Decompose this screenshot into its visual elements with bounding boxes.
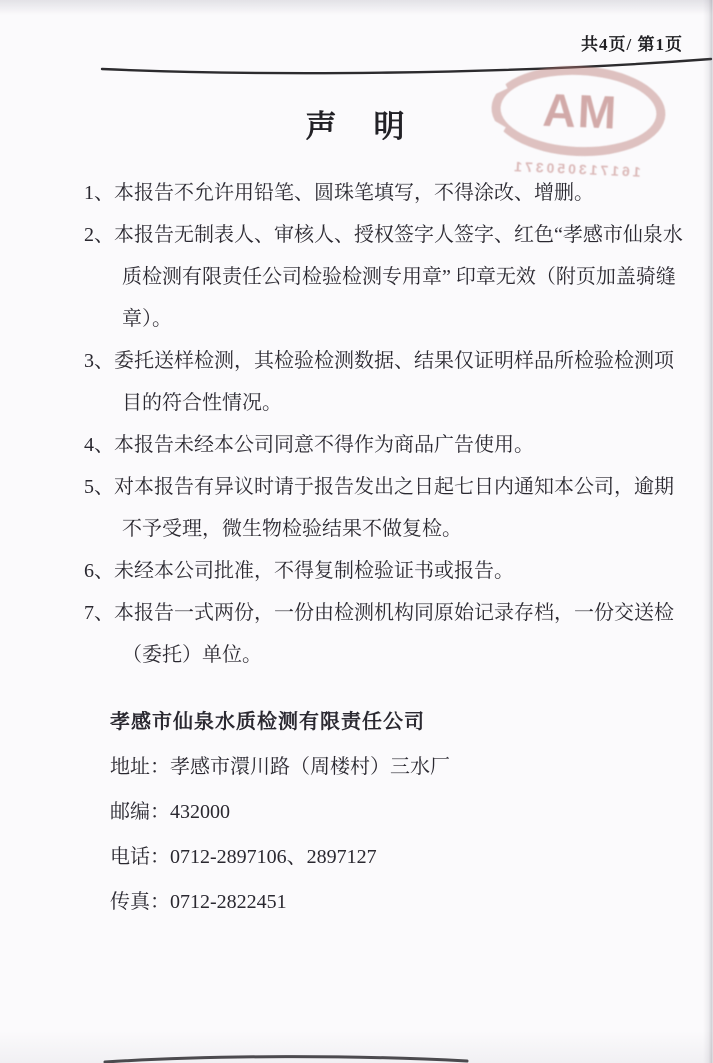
declaration-item-6: [84, 550, 686, 592]
item-number: 1、: [84, 182, 114, 204]
company-address: 地址：孝感市澴川路（周楼村）三水厂: [110, 756, 450, 778]
page-number-label: 共4页/ 第1页: [581, 35, 683, 54]
declaration-item-2: [84, 214, 686, 340]
item-text: 对本报告有异议时请于报告发出之日起七日内通知本公司，逾期不予受理，微生物检验结果不做复检。: [114, 476, 674, 540]
item-text: 本报告未经本公司同意不得作为商品广告使用。: [114, 434, 534, 456]
item-text: 本报告一式两份，一份由检测机构同原始记录存档，一份交送检（委托）单位。: [114, 602, 674, 666]
company-fax: 传真：0712-2822451: [110, 891, 287, 913]
item-text: 委托送样检测，其检验检测数据、结果仅证明样品所检验检测项目的符合性情况。: [114, 350, 674, 414]
stamp-ma-letters: MA: [539, 83, 618, 139]
company-info-block: [110, 700, 450, 925]
stamp-ring-gap: [487, 77, 507, 96]
declaration-list: [84, 172, 686, 676]
item-number: 3、: [84, 350, 114, 372]
item-number: 6、: [84, 560, 114, 582]
item-text: 本报告无制表人、审核人、授权签字人签字、红色“孝感市仙泉水质检测有限责任公司检验检测专用章” 印章无效（附页加盖骑缝章）。: [114, 224, 683, 330]
company-phone: 电话：0712-2897106、2897127: [110, 846, 377, 868]
declaration-item-7: [84, 592, 686, 676]
item-number: 5、: [84, 476, 114, 498]
declaration-item-1: [84, 172, 686, 214]
declaration-item-4: [84, 424, 686, 466]
stamp-certificate-number: 161713050371: [510, 158, 641, 180]
declaration-item-3: [84, 340, 686, 424]
paper-bottom-edge-shadow: [95, 1051, 475, 1063]
item-text: 本报告不允许用铅笔、圆珠笔填写，不得涂改、增删。: [114, 182, 594, 204]
company-name: 孝感市仙泉水质检测有限责任公司: [110, 711, 425, 733]
item-number: 2、: [84, 224, 114, 246]
page-title: 声 明: [305, 109, 408, 144]
item-number: 4、: [84, 434, 114, 456]
item-number: 7、: [84, 602, 114, 624]
declaration-item-5: [84, 466, 686, 550]
company-postal-code: 邮编：432000: [110, 801, 230, 823]
item-text: 未经本公司批准，不得复制检验证书或报告。: [114, 560, 514, 582]
